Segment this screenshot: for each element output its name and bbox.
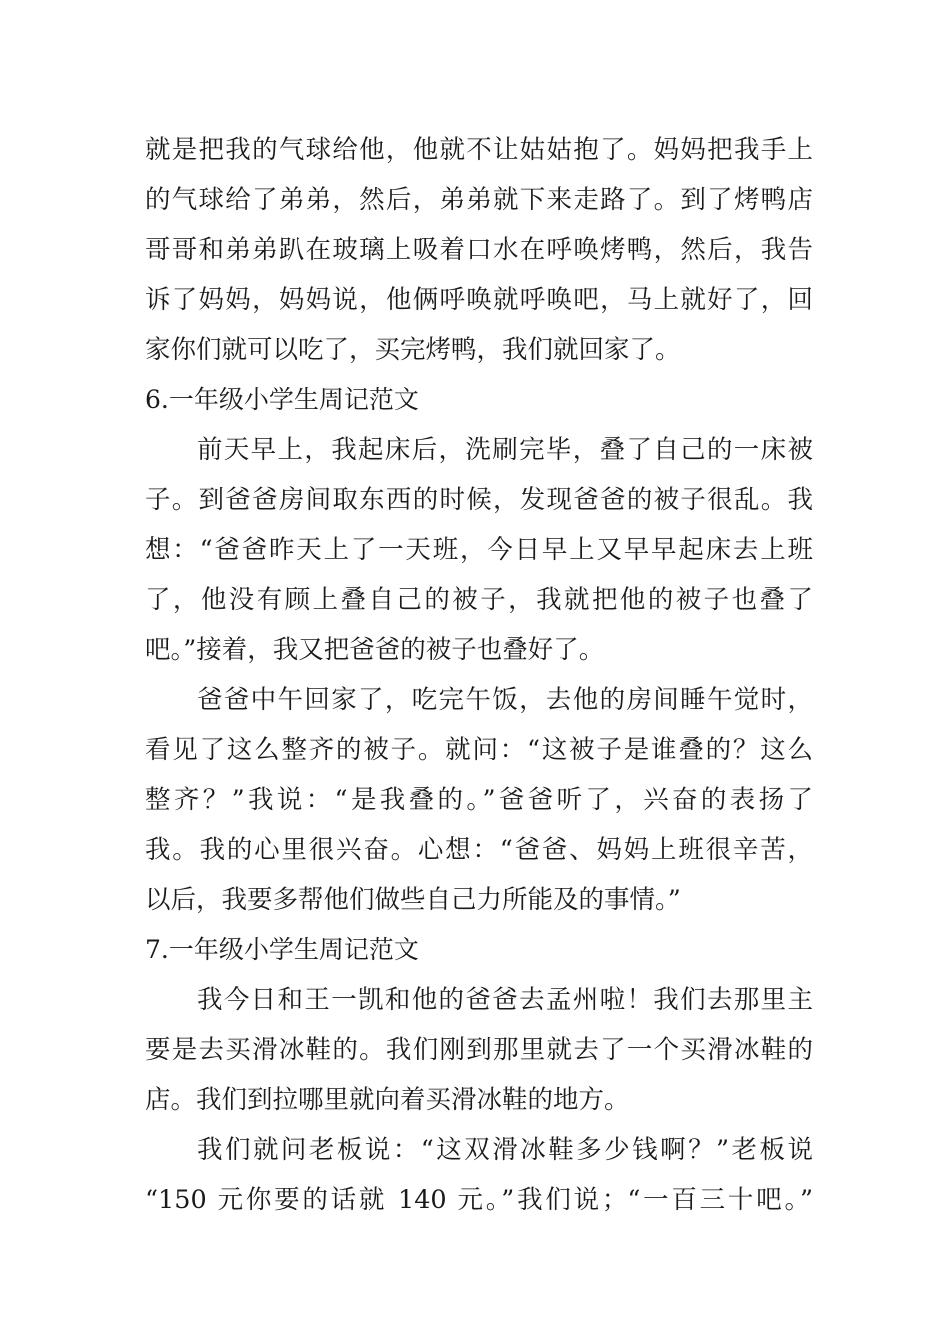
paragraph-first-line: 我们就问老板说：“这双滑冰鞋多少钱啊？”老板说 bbox=[197, 1135, 813, 1165]
paragraph-line: 子。到爸爸房间取东西的时候，发现爸爸的被子很乱。我 bbox=[145, 485, 813, 515]
section-heading: 7.一年级小学生周记范文 bbox=[145, 935, 419, 964]
paragraph-line: 了，他没有顾上叠自己的被子，我就把他的被子也叠了 bbox=[145, 585, 813, 615]
paragraph-line: 就是把我的气球给他，他就不让姑姑抱了。妈妈把我手上 bbox=[145, 135, 813, 165]
paragraph-line: 看见了这么整齐的被子。就问：“这被子是谁叠的？这么 bbox=[145, 735, 813, 765]
paragraph-line: 诉了妈妈，妈妈说，他俩呼唤就呼唤吧，马上就好了，回 bbox=[145, 285, 813, 315]
paragraph-first-line: 我今日和王一凯和他的爸爸去孟州啦！我们去那里主 bbox=[197, 985, 813, 1015]
paragraph-line: 家你们就可以吃了，买完烤鸭，我们就回家了。 bbox=[145, 335, 681, 365]
paragraph-line: 我。我的心里很兴奋。心想：“爸爸、妈妈上班很辛苦， bbox=[145, 835, 813, 865]
section-heading: 6.一年级小学生周记范文 bbox=[145, 385, 419, 414]
paragraph-line: 吧。”接着，我又把爸爸的被子也叠好了。 bbox=[145, 635, 605, 665]
paragraph-line: 哥哥和弟弟趴在玻璃上吸着口水在呼唤烤鸭，然后，我告 bbox=[145, 235, 813, 265]
paragraph-line: “150 元你要的话就 140 元。”我们说；“一百三十吧。” bbox=[145, 1185, 813, 1215]
paragraph-line: 以后，我要多帮他们做些自己力所能及的事情。” bbox=[145, 885, 681, 915]
paragraph-first-line: 爸爸中午回家了，吃完午饭，去他的房间睡午觉时， bbox=[197, 685, 813, 715]
paragraph-first-line: 前天早上，我起床后，洗刷完毕，叠了自己的一床被 bbox=[197, 435, 813, 465]
paragraph-line: 的气球给了弟弟，然后，弟弟就下来走路了。到了烤鸭店 bbox=[145, 185, 813, 215]
paragraph-line: 店。我们到拉哪里就向着买滑冰鞋的地方。 bbox=[145, 1085, 630, 1115]
paragraph-line: 整齐？”我说：“是我叠的。”爸爸听了，兴奋的表扬了 bbox=[145, 785, 813, 815]
paragraph-line: 要是去买滑冰鞋的。我们刚到那里就去了一个买滑冰鞋的 bbox=[145, 1035, 813, 1065]
paragraph-line: 想：“爸爸昨天上了一天班，今日早上又早早起床去上班 bbox=[145, 535, 813, 565]
